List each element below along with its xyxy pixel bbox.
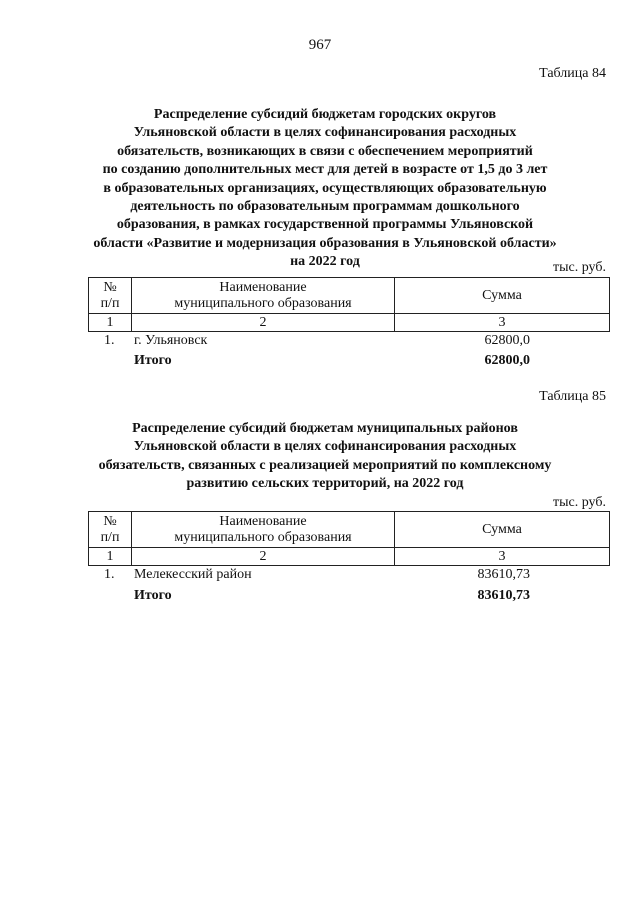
total-sum: 83610,73 bbox=[477, 588, 530, 603]
title-line: образования, в рамках государственной программы Ульяновской bbox=[116, 217, 534, 233]
title-line: в образовательных организациях, осуществляющих образовательную bbox=[103, 180, 547, 196]
table-row bbox=[0, 333, 640, 351]
header-number bbox=[89, 278, 132, 314]
total-sum: 62800,0 bbox=[484, 353, 530, 368]
column-number: 1 bbox=[89, 548, 132, 566]
total-label: Итого bbox=[134, 588, 172, 603]
column-number: 2 bbox=[132, 314, 395, 332]
header-text: муниципального образования bbox=[174, 529, 352, 545]
page-number: 967 bbox=[308, 37, 332, 53]
total-row bbox=[0, 588, 640, 606]
header-name bbox=[132, 278, 395, 314]
title-line: по созданию дополнительных мест для детей в возрасте от 1,5 до 3 лет bbox=[102, 162, 548, 178]
column-number: 3 bbox=[395, 548, 610, 566]
title-line: области «Развитие и модернизация образования в Ульяновской области» bbox=[93, 235, 557, 251]
header-sum: Сумма bbox=[395, 278, 610, 314]
title-line: деятельность по образовательным программам дошкольного bbox=[130, 199, 520, 215]
title-line: развитию сельских территорий, на 2022 год bbox=[186, 476, 464, 492]
header-number bbox=[89, 512, 132, 548]
column-number: 3 bbox=[395, 314, 610, 332]
header-text: п/п bbox=[100, 529, 120, 545]
table-label: Таблица 85 bbox=[539, 389, 606, 404]
title-line: Распределение субсидий бюджетам городских округов bbox=[153, 107, 497, 122]
title-line: обязательств, возникающих в связи с обеспечением мероприятий bbox=[117, 143, 533, 159]
row-name: г. Ульяновск bbox=[134, 333, 208, 348]
title-line: Ульяновской области в целях софинансирования расходных bbox=[133, 125, 517, 141]
header-text: Наименование bbox=[219, 513, 307, 529]
header-name bbox=[132, 512, 395, 548]
row-number: 1. bbox=[104, 567, 115, 582]
column-number: 2 bbox=[132, 548, 395, 566]
header-sum: Сумма bbox=[395, 512, 610, 548]
column-number: 1 bbox=[89, 314, 132, 332]
unit-label: тыс. руб. bbox=[553, 260, 606, 275]
row-name: Мелекесский район bbox=[134, 567, 252, 582]
title-line: обязательств, связанных с реализацией мероприятий по комплексному bbox=[98, 457, 552, 473]
table-header bbox=[88, 511, 610, 566]
table-label: Таблица 84 bbox=[539, 66, 606, 81]
row-sum: 62800,0 bbox=[484, 333, 530, 348]
table-row bbox=[0, 567, 640, 585]
row-sum: 83610,73 bbox=[477, 567, 530, 582]
header-text: № bbox=[103, 279, 117, 295]
header-text: муниципального образования bbox=[174, 295, 352, 311]
title-line: Распределение субсидий бюджетам муниципальных районов bbox=[132, 421, 518, 436]
unit-label: тыс. руб. bbox=[553, 495, 606, 510]
title-line: на 2022 год bbox=[290, 254, 360, 270]
row-number: 1. bbox=[104, 333, 115, 348]
table-title bbox=[78, 106, 572, 272]
header-text: п/п bbox=[100, 295, 120, 311]
table-header bbox=[88, 277, 610, 332]
title-line: Ульяновской области в целях софинансирования расходных bbox=[133, 439, 517, 455]
header-text: Наименование bbox=[219, 279, 307, 295]
table-title bbox=[78, 420, 572, 494]
header-text: № bbox=[103, 513, 117, 529]
total-row bbox=[0, 353, 640, 371]
total-label: Итого bbox=[134, 353, 172, 368]
